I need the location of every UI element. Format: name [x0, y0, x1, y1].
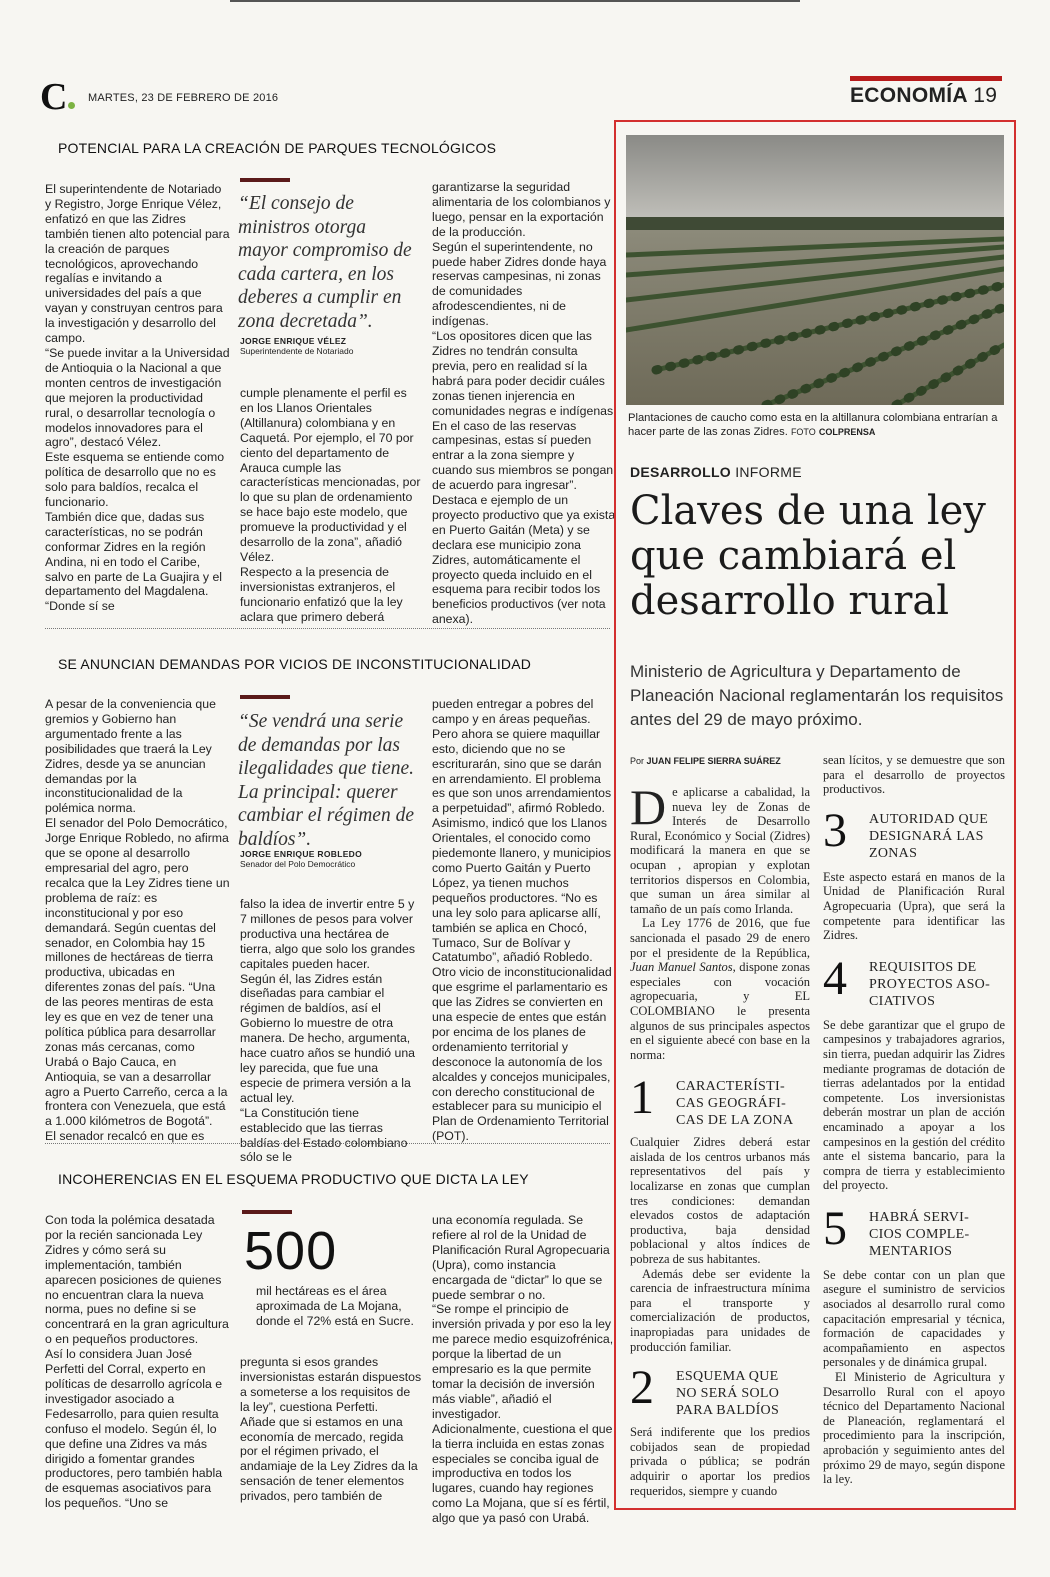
key-body: Además debe ser evidente la carencia de infraestructura mínima para el transporte y comercialización de productos, inapropiadas para unidades de producción familiar. — [630, 1266, 810, 1354]
lede: Ministerio de Agricultura y Departamento de Planeación Nacional reglamentarán los requisitos antes del 29 de mayo próximo. — [630, 662, 1004, 729]
story1-col1 — [45, 182, 230, 614]
quote-author-role: Senador del Polo Democrático — [240, 859, 356, 869]
paragraph: “Los opositores dicen que las Zidres no tendrán consulta previa, pero en realidad sí la habrá para poder decidir cuáles zonas tienen injerencia en comunidades negras e indígenas. En el caso de las reservas campesinas, estas sí pueden entrar a la zona siempre y cuando sus miembros se pongan de acuerdo para ingresar”. — [432, 329, 617, 493]
section-name: ECONOMÍA — [850, 84, 968, 107]
paragraph: Adicionalmente, cuestiona el que la tierra incluida en estas zonas especiales se conciba igual de improductiva en todos los lugares, cuando hay regiones como La Mojana, que sí es fértil, algo que ya pasó con Urabá. — [432, 1421, 613, 1526]
key-body: Se debe contar con un plan que asegure el suministro de servicios asociados al desarrollo rural como capacitación empresarial y técnica, formación de capacidades y acompañamiento en aspectos personales y de dinámica grupal. — [823, 1267, 1005, 1370]
pull-quote: “El consejo de ministros otorga mayor compromiso de cada cartera, en los deberes a cumplir en zona decretada”. — [238, 193, 412, 332]
paragraph: “Se puede invitar a la Universidad de Antioquia o la Nacional a que monten centros de investigación que mejoren la productividad rural, o desarrollar tecnología o modelos innovadores para el agro”, destacó Vélez. — [45, 345, 230, 450]
quote-rule — [240, 695, 290, 699]
story3-col3 — [432, 1213, 617, 1526]
key-number: 2 — [630, 1361, 654, 1415]
key-number: 5 — [823, 1201, 847, 1255]
paragraph: El senador recalcó en que es — [45, 1129, 205, 1144]
kicker-type: INFORME — [735, 464, 802, 480]
newspaper-logo: C — [40, 78, 75, 116]
section-bar — [850, 76, 1002, 81]
stat-text: mil hectáreas es el área aproximada de La Mojana, donde el 72% está en Sucre. — [256, 1284, 414, 1328]
key-body: Este aspecto estará en manos de la Unidad de Planificación Rural Agropecuaria (Upra), que será la competente para identificar las Zidres. — [823, 869, 1005, 943]
quote-author: JORGE ENRIQUE VÉLEZ — [240, 336, 347, 346]
paragraph: Con toda la polémica desatada por la recién sancionada Ley Zidres y cómo será su implementación, también aparecen posiciones de quienes no encuentran clara la nueva norma, pues no define si se concentrará en la gran agricultura o en pequeños productores. — [45, 1213, 229, 1347]
photo-caption — [628, 411, 1004, 439]
paragraph: Asimismo, indicó que los Llanos Orientales, el conocido como piedemonte llanero, y municipios como Puerto Gaitán y Puerto López, ya tienen muchos pequeños productores. “No es una ley solo para aplicarse allí, también se aplica en Chocó, Tumaco, Sur de Bolívar y Catatumbo”, añadió Robledo. — [432, 816, 612, 965]
story3-col2 — [240, 1355, 422, 1504]
paragraph: “Se rompe el principio de inversión privada y por eso la ley me parece medio esquizofrénica, porque la libertad de un empresario es la que permite tomar la decisión de inversión más viable”, añadió el investigador. — [432, 1302, 614, 1421]
logo-dot-icon — [68, 102, 75, 109]
paragraph: Destaca e ejemplo de un proyecto productivo que ya exista en Puerto Gaitán (Meta) y se declara ese municipio zona Zidres, automáticamente el proyecto queda incluido en el esquema para recibir todos los beneficios productivos (ver nota anexa). — [432, 493, 616, 627]
story2-col1 — [45, 697, 230, 1144]
paragraph: Respecto a la presencia de inversionistas extranjeros, el funcionario enfatizó que la ley aclara que primero deberá — [240, 564, 403, 624]
intro-paragraph-2 — [630, 916, 810, 1062]
key-title: AUTORIDAD QUE DESIGNARÁ LAS ZONAS — [869, 811, 989, 861]
continued-text: sean lícitos, y se demuestre que son para el desarrollo de proyectos productivos. — [823, 753, 1005, 797]
paragraph: Este esquema se entiende como política de desarrollo que no es solo para baldíos, recalca el funcionario. — [45, 450, 225, 510]
key-body: Cualquier Zidres deberá estar aislada de los centros urbanos más representativos del país y localizarse en zonas que cumplan tres condiciones: demandan elevados costos de adaptación productiva, baja densidad poblacional y altos índices de pobreza de sus habitantes. — [630, 1135, 810, 1267]
paragraph: Así lo considera Juan José Perfetti del Corral, experto en políticas de desarrollo agrícola e investigador asociado a Fedesarrollo, para quien resulta confuso el modelo. Según él, lo que define una Zidres va más dirigido a fomentar grandes productores, pero también habla de esquemas asociativos para los pequeños. “Uno se — [45, 1347, 223, 1511]
story3-col1 — [45, 1213, 230, 1511]
story1-heading: POTENCIAL PARA LA CREACIÓN DE PARQUES TECNOLÓGICOS — [58, 140, 497, 156]
byline-author: JUAN FELIPE SIERRA SUÁREZ — [646, 756, 781, 766]
key-2 — [630, 1361, 810, 1419]
feature-col-b — [823, 753, 1005, 1487]
story2-col2 — [240, 897, 422, 1165]
top-rule — [230, 0, 800, 2]
paragraph: falso la idea de invertir entre 5 y 7 millones de pesos para volver productiva una hectárea de tierra, algo que solo los grandes capitales pueden hacer. — [240, 897, 415, 971]
paragraph: Según el superintendente, no puede haber Zidres donde haya reservas campesinas, ni zonas de comunidades afrodescendientes, ni de indígenas. — [432, 239, 607, 329]
stat-number: 500 — [244, 1221, 338, 1281]
page-number: 19 — [973, 84, 998, 107]
key-body: El Ministerio de Agricultura y Desarrollo Rural con el apoyo técnico del Departamento Nacional de Planeación, reglamentará el procedimiento para la inscripción, aprobación y seguimiento antes del próximo 29 de mayo, según dispone la ley. — [823, 1370, 1005, 1487]
key-1 — [630, 1071, 810, 1129]
issue-date: MARTES, 23 DE FEBRERO DE 2016 — [88, 92, 279, 104]
paragraph: Añade que si estamos en una economía de mercado, regida por el régimen privado, el andamiaje de la Ley Zidres da la sensación de tener elementos privados, pero también de — [240, 1414, 418, 1504]
divider — [45, 1143, 610, 1144]
quote-author: JORGE ENRIQUE ROBLEDO — [240, 849, 363, 859]
divider — [45, 628, 610, 629]
photo-credit: COLPRENSA — [818, 427, 876, 437]
caption-text: Plantaciones de caucho como esta en la altillanura colombiana entrarían a hacer parte de las zonas Zidres. — [628, 412, 998, 438]
key-3 — [823, 803, 1005, 862]
paragraph: A pesar de la conveniencia que gremios y Gobierno han argumentado frente a las posibilidades que traerá la Ley Zidres, desde ya se anuncian demandas por la inconstitucionalidad de la polémica norma. — [45, 697, 216, 816]
paragraph: pregunta si esos grandes inversionistas estarán dispuestos a someterse a los requisitos de la ley”, cuestiona Perfetti. — [240, 1355, 422, 1414]
paragraph: una economía regulada. Se refiere al rol de la Unidad de Planificación Rural Agropecuaria (Upra), como instancia encargada de “dictar” lo que se puede sembrar o no. — [432, 1213, 610, 1302]
intro-text: e aplicarse a cabalidad, la nueva ley de Zonas de Interés de Desarrollo Rural, Económico y Social (Zidres) modificará la manera en que se ocupan , apropian y explotan territorios dispersos en Colombia, que suman un área similar al tamaño de un país como Irlanda. — [630, 785, 810, 916]
president-name: Juan Manuel Santos — [630, 960, 733, 975]
paragraph: Otro vicio de inconstitucionalidad que esgrime el parlamentario es que las Zidres se convierten en una especie de entes que están por encima de los planes de ordenamiento territorial y desconoce la autonomía de los alcaldes y concejos municipales, con derecho constitucional de establecer para su municipio el Plan de Ordenamiento Territorial (POT). — [432, 965, 612, 1144]
key-title: CARACTERÍSTI- CAS GEOGRÁFI- CAS DE LA ZONA — [676, 1079, 794, 1129]
quote-rule — [240, 178, 290, 182]
paragraph: cumple plenamente el perfil es en los Llanos Orientales (Altillanura) colombiana y en Caquetá. Por ejemplo, el 70 por ciento del departamento de Arauca cumple las características mencionadas, por lo que su plan de ordenamiento se hace bajo este modelo, que promueve la productividad y el desarrollo de la zona”, añadió Vélez. — [240, 386, 421, 564]
key-body: Se debe garantizar que el grupo de campesinos y trabajadores agrarios, sin tierra, puedan adquirir las Zidres mediante programas de dotación de tierras adelantados por la entidad competente. Los inversionistas deberán mostrar un plan de acción encaminado a apoyar a los campesinos en la gestión del crédito ante el sistema bancario, para la compra de tierra y establecimiento del proyecto. — [823, 1017, 1005, 1193]
paragraph: pueden entregar a pobres del campo y en áreas pequeñas. Pero ahora se quiere maquillar esto, diciendo que no se escriturarán, sino que se darán en arrendamiento. El problema es que son unos arrendamientos a perpetuidad”, afirmó Robledo. — [432, 697, 612, 816]
stat-rule — [242, 1210, 292, 1214]
intro2-text-end: , dispone zonas especiales con vocación agropecuaria, y EL COLOMBIANO le presenta algunos de sus principales aspectos en el siguiente abecé con base en la norma: — [630, 960, 810, 1062]
intro2-text: La Ley 1776 de 2016, que fue sancionada el pasado 29 de enero por el presidente de la República, — [630, 916, 810, 960]
key-body: Será indiferente que los predios cobijados sean de propiedad privada o pública; se podrán adquirir o aportar los predios requeridos, siempre y cuando — [630, 1425, 810, 1498]
pull-quote: “Se vendrá una serie de demandas por las ilegalidades que tiene. La principal: querer cambiar el régimen de baldíos”. — [238, 711, 414, 850]
story2-heading: SE ANUNCIAN DEMANDAS POR VICIOS DE INCONSTITUCIONALIDAD — [58, 656, 532, 672]
key-5 — [823, 1201, 1005, 1260]
byline-prefix: Por — [630, 756, 645, 766]
story3-heading: INCOHERENCIAS EN EL ESQUEMA PRODUCTIVO QUE DICTA LA LEY — [58, 1171, 529, 1187]
intro-paragraph — [630, 779, 810, 916]
paragraph: garantizarse la seguridad alimentaria de los colombianos y luego, pensar en la exportación de la producción. — [432, 180, 611, 239]
byline — [630, 756, 781, 766]
key-title: REQUISITOS DE PROYECTOS ASO- CIATIVOS — [869, 959, 991, 1009]
key-number: 3 — [823, 803, 847, 857]
key-number: 1 — [630, 1071, 654, 1125]
key-4 — [823, 951, 1005, 1010]
kicker-section: DESARROLLO — [630, 464, 731, 480]
paragraph: El superintendente de Notariado y Registro, Jorge Enrique Vélez, enfatizó en que las Zidres también tienen alto potencial para la creación de parques tecnológicos, aprovechando regalías e invitando a universidades del país a que vayan y construyan centros para la investigación y desarrollo del campo. — [45, 182, 230, 346]
key-title: HABRÁ SERVI- CIOS COMPLE- MENTARIOS — [869, 1209, 970, 1259]
story1-col3 — [432, 180, 617, 627]
paragraph: “La Constitución tiene establecido que las tierras baldías del Estado colombiano sólo se le — [240, 1105, 408, 1165]
story1-col2 — [240, 386, 422, 625]
drop-cap: D — [630, 779, 667, 835]
plantation-photo — [626, 135, 1004, 405]
key-title: ESQUEMA QUE NO SERÁ SOLO PARA BALDÍOS — [676, 1369, 780, 1419]
paragraph: El senador del Polo Democrático, Jorge Enrique Robledo, no afirma que se opone al desarrollo empresarial del agro, pero recalca que la Ley Zidres tiene un problema de raíz: es inconstitucional y por eso demandará. Según cuentas del senador, en Colombia hay 15 millones de hectáreas de tierra productiva, ubicadas en diferentes zonas del país. “Una de las peores mentiras de esta ley es que en vez de tener una política pública para desarrollar zonas más cercanas, como Urabá o Bajo Cauca, en Antioquia, se van a desarrollar agro a Puerto Carreño, cerca a la frontera con Venezuela, que está a 1.000 kilómetros de Bogotá”. — [45, 816, 230, 1129]
story2-col3 — [432, 697, 617, 1144]
key-number: 4 — [823, 951, 847, 1005]
section-label — [850, 84, 997, 108]
feature-col-a — [630, 779, 810, 1498]
headline: Claves de una ley que cambiará el desarrollo rural — [630, 488, 986, 624]
paragraph: Según él, las Zidres están diseñadas para cambiar el régimen de baldíos, así el Gobierno lo muestre de otra manera. De hecho, argumenta, hace cuatro años se hundió una ley parecida, que fue una especie de primera versión a la actual ley. — [240, 971, 416, 1105]
kicker — [630, 464, 802, 480]
photo-credit-label: FOTO — [790, 427, 816, 437]
quote-author-role: Superintendente de Notariado — [240, 346, 354, 356]
paragraph: También dice que, dadas sus características, no se podrán conformar Zidres en la región Andina, ni en todo el Caribe, salvo en parte de La Guajira y el departamento del Magdalena. “Donde sí se — [45, 509, 223, 614]
